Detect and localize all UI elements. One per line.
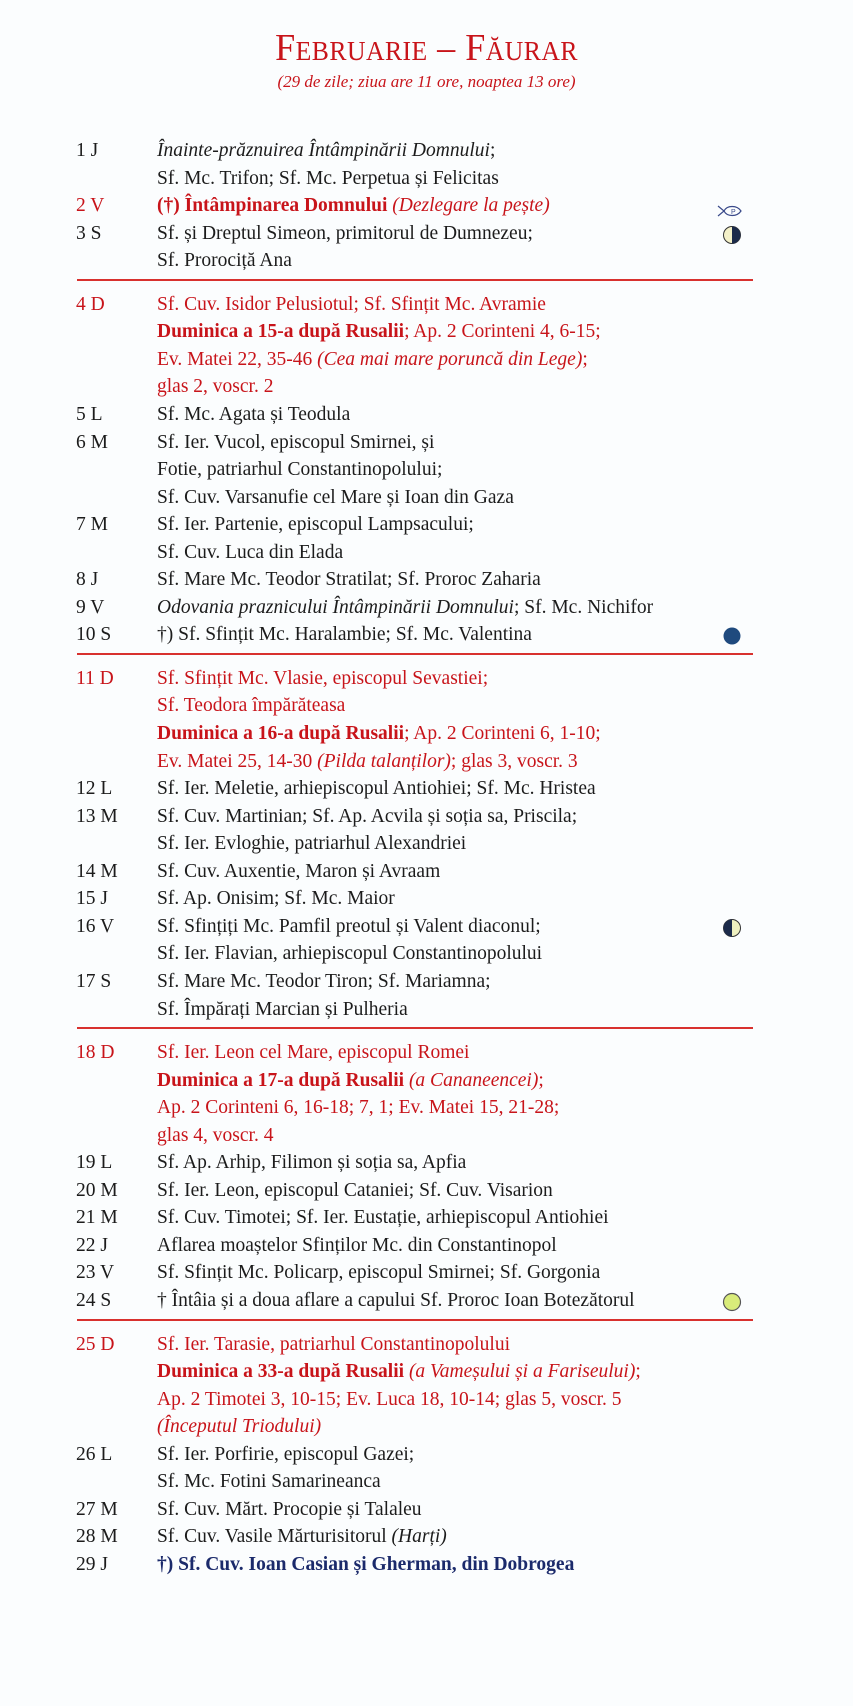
- text-segment: Ev. Matei 25, 14-30: [157, 750, 318, 772]
- day-entry-line: [0, 885, 853, 912]
- first-quarter-moon-icon: [722, 225, 742, 245]
- day-entry-line: [0, 1149, 853, 1176]
- day-label: 21 M: [76, 1207, 118, 1229]
- day-label: 1 J: [76, 140, 99, 161]
- day-label: 23 V: [76, 1262, 115, 1284]
- day-entry-text: [157, 1287, 635, 1314]
- day-entry-text: [157, 594, 653, 621]
- day-label: 12 L: [76, 778, 113, 800]
- week-separator: [77, 279, 753, 281]
- day-entry-line: [0, 1232, 853, 1259]
- day-entry-text: [157, 1149, 466, 1176]
- day-entry-line: [0, 291, 853, 318]
- note-italic: (Dezlegare la pește): [392, 195, 550, 217]
- day-entry-line: [0, 1122, 853, 1149]
- day-entry-text: [157, 291, 546, 318]
- day-label: 11 D: [76, 667, 114, 689]
- day-entry-line: [0, 968, 853, 995]
- week-separator: [77, 1319, 753, 1321]
- day-entry-text: [157, 137, 495, 164]
- text-segment: Sf. Cuv. Timotei; Sf. Ier. Eustație, arhiepiscopul Antiohiei: [157, 1207, 609, 1229]
- day-label: 24 S: [76, 1290, 112, 1311]
- day-entry-text: [157, 885, 395, 912]
- day-entry-line: [0, 484, 853, 511]
- day-label: 18 D: [76, 1042, 115, 1064]
- text-segment: Ap. 2 Corinteni 6, 16-18; 7, 1; Ev. Matei 15, 21-28;: [157, 1097, 560, 1119]
- day-entry-line: [0, 940, 853, 967]
- day-entry-text: [157, 484, 514, 511]
- day-label: 13 M: [76, 805, 118, 827]
- day-label: 29 J: [76, 1553, 108, 1575]
- day-entry-text: [157, 1331, 510, 1358]
- day-entry-text: [157, 346, 588, 373]
- day-entry-text: [157, 621, 532, 648]
- day-entry-text: [157, 1204, 609, 1231]
- note-italic: (a Vameșului și a Fariseului): [408, 1361, 636, 1383]
- day-entry-text: [157, 165, 499, 192]
- text-segment: Ap. 2 Timotei 3, 10-15; Ev. Luca 18, 10-14; glas 5, voscr. 5: [157, 1388, 622, 1410]
- day-entry-line: [0, 1441, 853, 1468]
- text-segment: ;: [635, 1361, 641, 1383]
- day-entry-line: [0, 1551, 853, 1578]
- day-entry-line: [0, 137, 853, 164]
- day-label: 14 M: [76, 860, 118, 882]
- feast-title: Duminica a 17-a după Rusalii: [157, 1069, 405, 1091]
- day-entry-line: [0, 775, 853, 802]
- day-label: 26 L: [76, 1443, 113, 1465]
- day-entry-line: [0, 594, 853, 621]
- text-segment: Aflarea moaștelor Sfinților Mc. din Constantinopol: [157, 1234, 557, 1256]
- day-entry-text: [157, 1496, 422, 1523]
- day-entry-text: [157, 566, 541, 593]
- day-entry-line: [0, 401, 853, 428]
- text-segment: Sf. Sfințiți Mc. Pamfil preotul și Valent diaconul;: [157, 915, 541, 937]
- day-entry-line: [0, 858, 853, 885]
- text-segment: Sf. Cuv. Isidor Pelusiotul; Sf. Sfințit Mc. Avramie: [157, 293, 546, 315]
- day-entry-text: [157, 720, 601, 747]
- text-segment: Sf. Ier. Flavian, arhiepiscopul Constantinopolului: [157, 943, 543, 965]
- day-entry-line: [0, 456, 853, 483]
- day-entry-text: [157, 1413, 321, 1440]
- day-entry-line: [0, 1259, 853, 1286]
- day-entry-text: [157, 803, 577, 830]
- day-entry-text: [157, 247, 292, 274]
- feast-title: Duminica a 16-a după Rusalii: [157, 723, 405, 744]
- text-segment: ;: [538, 1069, 544, 1091]
- text-segment: ; Ap. 2 Corinteni 6, 1-10;: [404, 723, 601, 744]
- text-segment: ; glas 3, voscr. 3: [450, 750, 578, 772]
- day-entry-text: [157, 539, 343, 566]
- day-label: 19 L: [76, 1152, 113, 1174]
- text-segment: Sf. Cuv. Martinian; Sf. Ap. Acvila și soția sa, Priscila;: [157, 805, 578, 827]
- text-segment: Sf. Cuv. Vasile Mărturisitorul: [157, 1526, 392, 1548]
- day-entry-text: [157, 665, 488, 692]
- text-segment: Sf. Mare Mc. Teodor Tiron; Sf. Mariamna;: [157, 970, 491, 992]
- day-entry-text: [157, 429, 434, 456]
- day-entry-line: [0, 539, 853, 566]
- day-entry-text: [157, 1468, 381, 1495]
- day-label: 15 J: [76, 888, 108, 910]
- text-segment: Fotie, patriarhul Constantinopolului;: [157, 459, 443, 481]
- text-segment: Sf. Ier. Vucol, episcopul Smirnei, și: [157, 431, 435, 453]
- text-segment: ;: [582, 348, 588, 370]
- feast-title: (†) Întâmpinarea Domnului: [157, 195, 388, 217]
- day-entry-line: [0, 1358, 853, 1385]
- text-segment: Sf. Ier. Leon cel Mare, episcopul Romei: [157, 1042, 470, 1064]
- day-entry-text: [157, 456, 442, 483]
- day-label: 3 S: [76, 222, 102, 244]
- note-italic: (a Cananeencei): [408, 1069, 539, 1091]
- day-entry-line: [0, 748, 853, 775]
- day-entry-line: [0, 165, 853, 192]
- day-entry-line: [0, 621, 853, 648]
- day-label: 7 M: [76, 514, 108, 536]
- day-entry-line: [0, 1386, 853, 1413]
- day-entry-line: [0, 1331, 853, 1358]
- day-entry-line: [0, 996, 853, 1023]
- day-entry-line: [0, 1496, 853, 1523]
- day-label: 2 V: [76, 195, 105, 217]
- day-label: 17 S: [76, 970, 112, 992]
- note-italic: (Pilda talanților): [317, 750, 451, 772]
- text-segment: Sf. Cuv. Varsanufie cel Mare și Ioan din Gaza: [157, 486, 514, 508]
- day-entry-text: [157, 373, 273, 400]
- day-entry-line: [0, 692, 853, 719]
- text-segment: Sf. Cuv. Auxentie, Maron și Avraam: [157, 860, 441, 882]
- day-entry-text: [157, 192, 550, 219]
- day-entry-line: [0, 247, 853, 274]
- note-italic: Înainte-prăznuirea Întâmpinării Domnului: [157, 140, 490, 161]
- text-segment: Ev. Matei 22, 35-46: [157, 348, 318, 370]
- day-label: 8 J: [76, 569, 99, 591]
- day-entry-line: [0, 913, 853, 940]
- text-segment: Sf. Ier. Evloghie, patriarhul Alexandriei: [157, 833, 467, 855]
- day-label: 25 D: [76, 1333, 115, 1355]
- feast-title: Duminica a 15-a după Rusalii: [157, 321, 405, 343]
- day-entry-line: [0, 346, 853, 373]
- day-entry-text: [157, 1094, 559, 1121]
- day-entry-line: [0, 1067, 853, 1094]
- day-entry-text: [157, 940, 542, 967]
- day-entry-text: [157, 1441, 414, 1468]
- day-entry-text: [157, 858, 440, 885]
- week-separator: [77, 653, 753, 655]
- text-segment: ; Ap. 2 Corinteni 4, 6-15;: [404, 321, 601, 343]
- day-entry-text: [157, 1358, 641, 1385]
- text-segment: ; Sf. Mc. Nichifor: [513, 596, 654, 618]
- day-label: 9 V: [76, 596, 105, 618]
- day-entry-text: [157, 1259, 600, 1286]
- day-label: 6 M: [76, 431, 108, 453]
- text-segment: Sf. Ier. Meletie, arhiepiscopul Antiohiei; Sf. Mc. Hristea: [157, 778, 596, 800]
- full-moon-icon: [722, 1292, 742, 1312]
- day-entry-text: [157, 1386, 622, 1413]
- text-segment: Sf. Mc. Agata și Teodula: [157, 403, 351, 425]
- day-entry-line: [0, 1204, 853, 1231]
- day-entry-line: [0, 220, 853, 247]
- day-entry-text: [157, 830, 466, 857]
- text-segment: Sf. Ap. Onisim; Sf. Mc. Maior: [157, 888, 395, 910]
- text-segment: Sf. Ier. Leon, episcopul Cataniei; Sf. Cuv. Visarion: [157, 1179, 553, 1201]
- new-moon-icon: [722, 626, 742, 646]
- day-label: 22 J: [76, 1234, 108, 1256]
- feast-title: †) Sf. Cuv. Ioan Casian și Gherman, din Dobrogea: [157, 1553, 575, 1575]
- day-entry-line: [0, 1039, 853, 1066]
- day-entry-line: [0, 830, 853, 857]
- text-segment: Sf. Prorociță Ana: [157, 250, 292, 272]
- day-entry-text: [157, 1067, 544, 1094]
- last-quarter-moon-icon: [722, 918, 742, 938]
- note-italic: (Cea mai mare poruncă din Lege): [317, 348, 583, 370]
- note-italic: (Începutul Triodului): [157, 1416, 322, 1438]
- text-segment: Sf. Sfințit Mc. Vlasie, episcopul Sevastiei;: [157, 667, 489, 689]
- text-segment: Sf. Sfințit Mc. Policarp, episcopul Smirnei; Sf. Gorgonia: [157, 1262, 601, 1284]
- day-entry-text: [157, 968, 491, 995]
- note-italic: (Harți): [391, 1526, 447, 1548]
- text-segment: ;: [489, 140, 496, 161]
- text-segment: Sf. Mc. Fotini Samarineanca: [157, 1471, 381, 1493]
- text-segment: glas 2, voscr. 2: [157, 376, 274, 398]
- day-entry-text: [157, 996, 408, 1023]
- day-entry-text: [157, 913, 541, 940]
- day-label: 28 M: [76, 1526, 118, 1548]
- day-entry-text: [157, 1177, 553, 1204]
- text-segment: Sf. Ap. Arhip, Filimon și soția sa, Apfia: [157, 1152, 467, 1174]
- day-entry-line: [0, 1523, 853, 1550]
- text-segment: † Întâia și a doua aflare a capului Sf. Proroc Ioan Botezătorul: [157, 1290, 635, 1311]
- page-subtitle: (29 de zile; ziua are 11 ore, noaptea 13 ore): [277, 72, 576, 91]
- day-entry-line: [0, 803, 853, 830]
- day-entry-line: [0, 1094, 853, 1121]
- day-entry-text: [157, 1122, 273, 1149]
- day-entry-line: [0, 1413, 853, 1440]
- fish-icon: [717, 199, 743, 219]
- day-entry-line: [0, 1287, 853, 1314]
- text-segment: Sf. Cuv. Mărt. Procopie și Talaleu: [157, 1498, 422, 1520]
- day-label: 10 S: [76, 624, 112, 646]
- day-entry-line: [0, 1468, 853, 1495]
- day-entry-line: [0, 429, 853, 456]
- day-entry-line: [0, 720, 853, 747]
- day-label: 27 M: [76, 1498, 118, 1520]
- day-entry-text: [157, 318, 601, 345]
- day-entry-text: [157, 220, 533, 247]
- day-entry-line: [0, 373, 853, 400]
- feast-title: Duminica a 33-a după Rusalii: [157, 1361, 405, 1383]
- text-segment: Sf. Ier. Porfirie, episcopul Gazei;: [157, 1443, 415, 1465]
- page-title: Februarie – Făurar: [275, 27, 578, 69]
- text-segment: Sf. Mare Mc. Teodor Stratilat; Sf. Proroc Zaharia: [157, 569, 541, 591]
- svg-text:P: P: [731, 209, 736, 217]
- day-entry-text: [157, 692, 345, 719]
- text-segment: Sf. Mc. Trifon; Sf. Mc. Perpetua și Felicitas: [157, 167, 499, 189]
- day-label: 16 V: [76, 915, 115, 937]
- text-segment: †) Sf. Sfințit Mc. Haralambie; Sf. Mc. Valentina: [157, 624, 532, 646]
- text-segment: Sf. Împărați Marcian și Pulheria: [157, 998, 408, 1020]
- day-entry-text: [157, 775, 596, 802]
- day-label: 4 D: [76, 293, 105, 315]
- text-segment: Sf. Cuv. Luca din Elada: [157, 541, 344, 563]
- day-entry-line: [0, 1177, 853, 1204]
- day-entry-text: [157, 1551, 574, 1578]
- day-entry-text: [157, 748, 578, 775]
- day-entry-text: [157, 511, 474, 538]
- text-segment: Sf. și Dreptul Simeon, primitorul de Dumnezeu;: [157, 222, 533, 244]
- day-entry-text: [157, 1039, 469, 1066]
- day-entry-line: [0, 665, 853, 692]
- text-segment: Sf. Ier. Tarasie, patriarhul Constantinopolului: [157, 1333, 510, 1355]
- day-entry-line: [0, 318, 853, 345]
- text-segment: Sf. Teodora împărăteasa: [157, 695, 346, 717]
- text-segment: glas 4, voscr. 4: [157, 1124, 274, 1146]
- note-italic: Odovania praznicului Întâmpinării Domnului: [157, 596, 514, 618]
- day-entry-text: [157, 401, 350, 428]
- day-entry-line: [0, 511, 853, 538]
- text-segment: Sf. Ier. Partenie, episcopul Lampsacului;: [157, 514, 474, 536]
- day-entry-line: [0, 566, 853, 593]
- day-entry-text: [157, 1232, 557, 1259]
- day-entry-line: [0, 192, 853, 219]
- day-entry-text: [157, 1523, 447, 1550]
- week-separator: [77, 1027, 753, 1029]
- day-label: 20 M: [76, 1179, 118, 1201]
- day-label: 5 L: [76, 403, 103, 425]
